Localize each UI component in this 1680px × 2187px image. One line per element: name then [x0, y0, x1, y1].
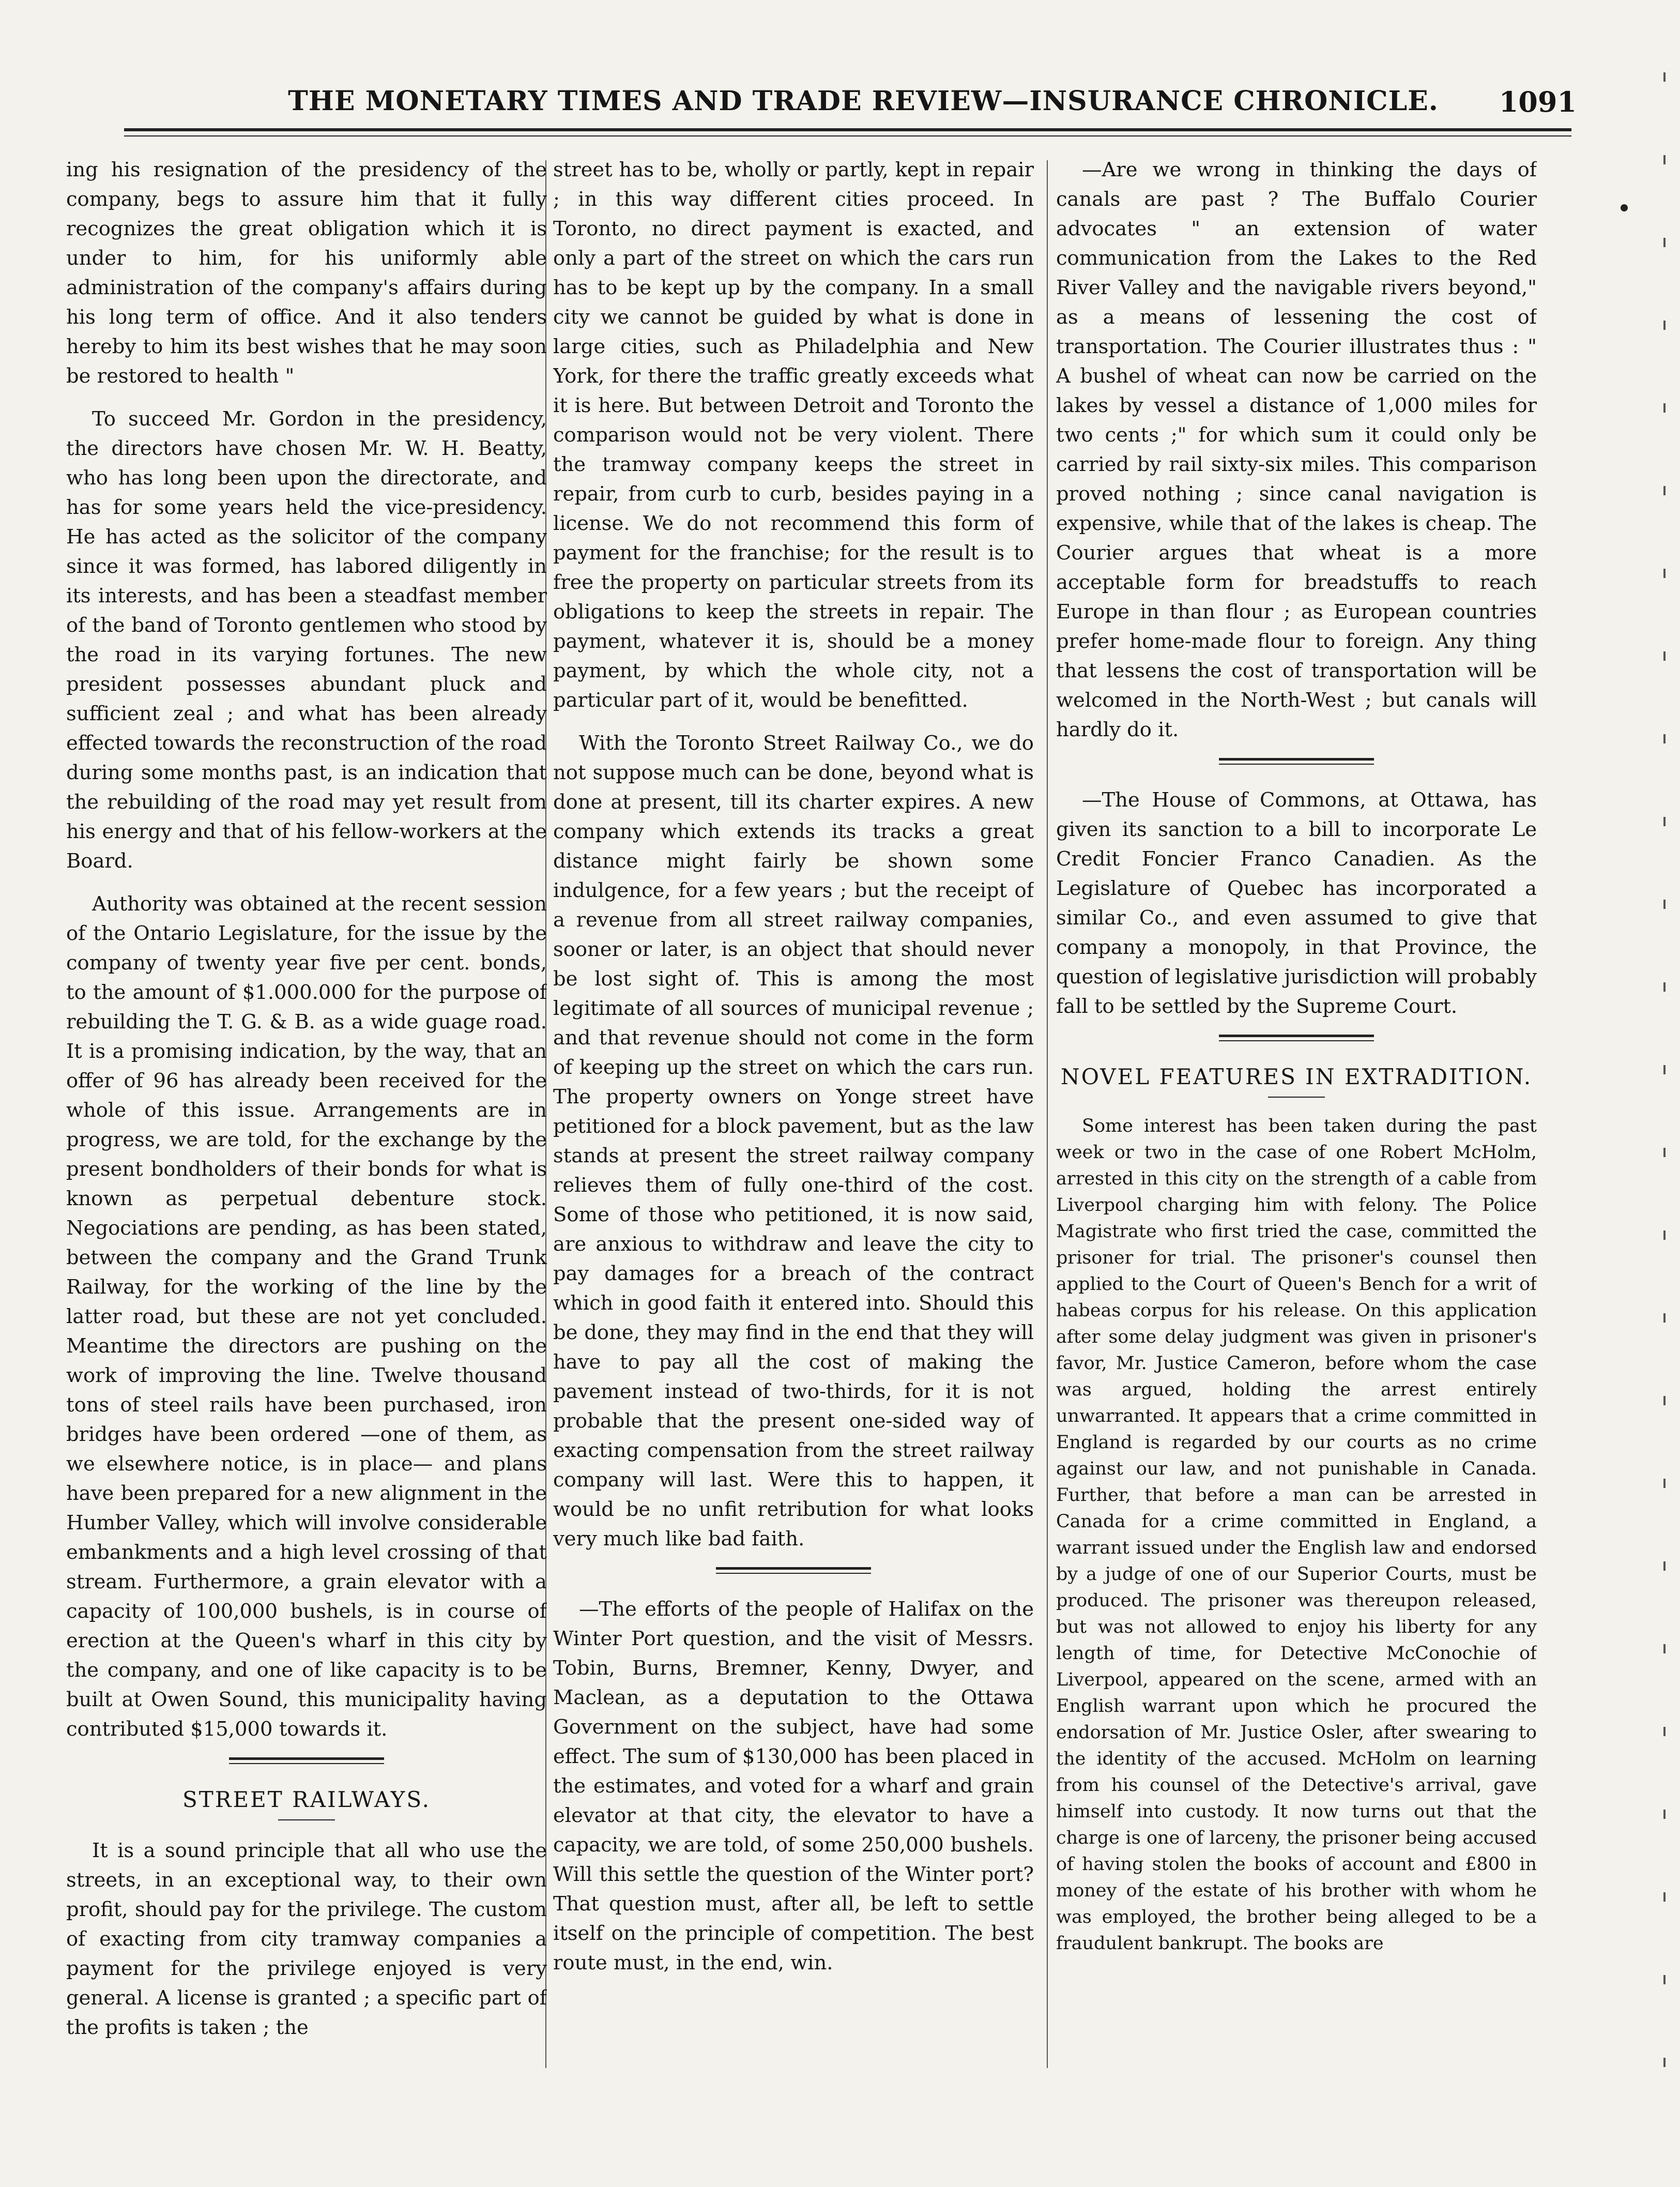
paragraph: —The House of Commons, at Ottawa, has given its sanction to a bill to incorporate Le Credit Foncier Franco Canadien. As the Legislature of Quebec has incorporated a similar Co., and even assumed to give that company a monopoly, in that Province, the question of legislative jurisdiction will probably fall to be settled by the Supreme Court.	[1056, 788, 1537, 1018]
paragraph: Authority was obtained at the recent session of the Ontario Legislature, for the issue by the company of twenty year five per cent. bonds, to the amount of $1.000.000 for the purpose of rebuilding the T. G. & B. as a wide guage road. It is a promising indication, by the way, that an offer of 96 has already been received for the whole of this issue. Arrangements are in progress, we are told, for the exchange by the present bondholders of their bonds for what is known as perpetual debenture stock. Negociations are pending, as has been stated, between the company and the Grand Trunk Railway, for the working of the line by the latter road, but these are not yet concluded. Meantime the directors are pushing on the work of improving the line. Twelve thousand tons of steel rails have been purchased, iron bridges have been ordered —one of them, as we elsewhere notice, is in place— and plans have been prepared for a new alignment in the Humber Valley, which will involve considerable embankments and a high level crossing of that stream. Furthermore, a grain elevator with a capacity of 100,000 bushels, is in course of erection at the Queen's wharf in this city by the company, and one of like capacity is to be built at Owen Sound, this municipality having contributed $15,000 towards it.	[66, 892, 547, 1741]
paragraph: It is a sound principle that all who use the streets, in an exceptional way, to their own profit, should pay for the privilege. The custom of exacting from city tramway companies a payment for the privilege enjoyed is very general. A license is granted ; a specific part of the profits is taken ; the	[66, 1839, 547, 2039]
paragraph: —Are we wrong in thinking the days of canals are past ? The Buffalo Courier advocates " an extension of water communication from the Lakes to the Red River Valley and the navigable rivers beyond," as a means of lessening the cost of transportation. The Courier illustrates thus : " A bushel of wheat can now be carried on the lakes by vessel a distance of 1,000 miles for two cents ;" for which sum it could only be carried by rail sixty-six miles. This comparison proved nothing ; since canal navigation is expensive, while that of the lakes is cheap. The Courier argues that wheat is a more acceptable form for breadstuffs to reach Europe in than flour ; as European countries prefer home-made flour to foreign. Any thing that lessens the cost of transportation will be welcomed in the North-West ; but canals will hardly do it.	[1056, 158, 1537, 741]
column-1	[66, 155, 547, 2089]
section-separator	[1219, 758, 1374, 765]
heading-underline	[1268, 1097, 1325, 1098]
column-3	[1056, 155, 1537, 2089]
section-separator	[229, 1757, 384, 1764]
margin-dot	[1621, 204, 1628, 211]
page-header	[129, 85, 1577, 127]
paragraph: street has to be, wholly or partly, kept in repair ; in this way different cities proceed. In Toronto, no direct payment is exacted, and only a part of the street on which the cars run has to be kept up by the company. In a small city we cannot be guided by what is done in large cities, such as Philadelphia and New York, for there the traffic greatly exceeds what it is here. But between Detroit and Toronto the comparison would not be very violent. There the tramway company keeps the street in repair, from curb to curb, besides paying in a license. We do not recommend this form of payment for the franchise; for the result is to free the property on particular streets from its obligations to keep the streets in repair. The payment, whatever it is, should be a money payment, by which the whole city, not a particular part of it, would be benefitted.	[553, 158, 1034, 712]
paragraph: —The efforts of the people of Halifax on the Winter Port question, and the visit of Messrs. Tobin, Burns, Bremner, Kenny, Dwyer, and Maclean, as a deputation to the Ottawa Government on the subject, have had some effect. The sum of $130,000 has been placed in the estimates, and voted for a wharf and grain elevator at that city, the elevator to have a capacity, we are told, of some 250,000 bushels. Will this settle the question of the Winter port? That question must, after all, be left to settle itself on the principle of competition. The best route must, in the end, win.	[553, 1598, 1034, 1975]
paragraph: With the Toronto Street Railway Co., we do not suppose much can be done, beyond what is done at present, till its charter expires. A new company which extends its tracks a great distance might fairly be shown some indulgence, for a few years ; but the receipt of a revenue from all street railway companies, sooner or later, is an object that should never be lost sight of. This is among the most legitimate of all sources of municipal revenue ; and that revenue should not come in the form of keeping up the street on which the cars run. The property owners on Yonge street have petitioned for a block pavement, but as the law stands at present the street railway company relieves them of fully one-third of the cost. Some of those who petitioned, it is now said, are anxious to withdraw and leave the city to pay damages for a breach of the contract which in good faith it entered into. Should this be done, they may find in the end that they will have to pay all the cost of making the pavement instead of two-thirds, for it is not probable that the present one-sided way of exacting compensation from the street railway company will last. Were this to happen, it would be no unfit retribution for what looks very much like bad faith.	[553, 732, 1034, 1551]
page-number: 1091	[1499, 85, 1577, 118]
section-separator	[716, 1567, 871, 1574]
paragraph: To succeed Mr. Gordon in the presidency, the directors have chosen Mr. W. H. Beatty, who has long been upon the directorate, and has for some years held the vice-presidency. He has acted as the solicitor of the company since it was formed, has labored diligently in its interests, and has been a steadfast member of the band of Toronto gentlemen who stood by the road in its varying fortunes. The new president possesses abundant pluck and sufficient zeal ; and what has been already effected towards the reconstruction of the road during some months past, is an indication that the rebuilding of the road may yet result from his energy and that of his fellow-workers at the Board.	[66, 407, 547, 873]
header-rule	[124, 128, 1571, 131]
heading-underline	[278, 1819, 335, 1820]
section-separator	[1219, 1035, 1374, 1041]
header-rule-thin	[124, 135, 1571, 136]
column-divider	[1047, 160, 1048, 2068]
column-2	[553, 155, 1034, 2089]
publication-title: THE MONETARY TIMES AND TRADE REVIEW—INSURANCE CHRONICLE.	[288, 85, 1439, 117]
page-edge-marks	[1663, 72, 1666, 2089]
section-heading: STREET RAILWAYS.	[182, 1787, 431, 1812]
section-heading: NOVEL FEATURES IN EXTRADITION.	[1060, 1064, 1533, 1089]
paragraph: Some interest has been taken during the past week or two in the case of one Robert McHolm, arrested in this city on the strength of a cable from Liverpool charging him with felony. The Police Magistrate who first tried the case, committed the prisoner for trial. The prisoner's counsel then applied to the Court of Queen's Bench for a writ of habeas corpus for his release. On this application after some delay judgment was given in prisoner's favor, Mr. Justice Cameron, before whom the case was argued, holding the arrest entirely unwarranted. It appears that a crime committed in England is regarded by our courts as no crime against our law, and not punishable in Canada. Further, that before a man can be arrested in Canada for a crime committed in England, a warrant issued under the English law and endorsed by a judge of one of our Superior Courts, must be produced. The prisoner was thereupon released, but was not allowed to enjoy his liberty for any length of time, for Detective McConochie of Liverpool, appeared on the scene, armed with an English warrant upon which he procured the endorsation of Mr. Justice Osler, after swearing to the identity of the accused. McHolm on learning from his counsel of the Detective's arrival, gave himself into custody. It now turns out that the charge is one of larceny, the prisoner being accused of having stolen the books of account and £800 in money of the estate of his brother with whom he was employed, the brother being alleged to be a fraudulent bankrupt. The books are	[1056, 1116, 1537, 1954]
paragraph: ing his resignation of the presidency of the company, begs to assure him that it fully recognizes the great obligation which it is under to him, for his uniformly able administration of the company's affairs during his long term of office. And it also tenders hereby to him its best wishes that he may soon be restored to health "	[66, 158, 547, 388]
